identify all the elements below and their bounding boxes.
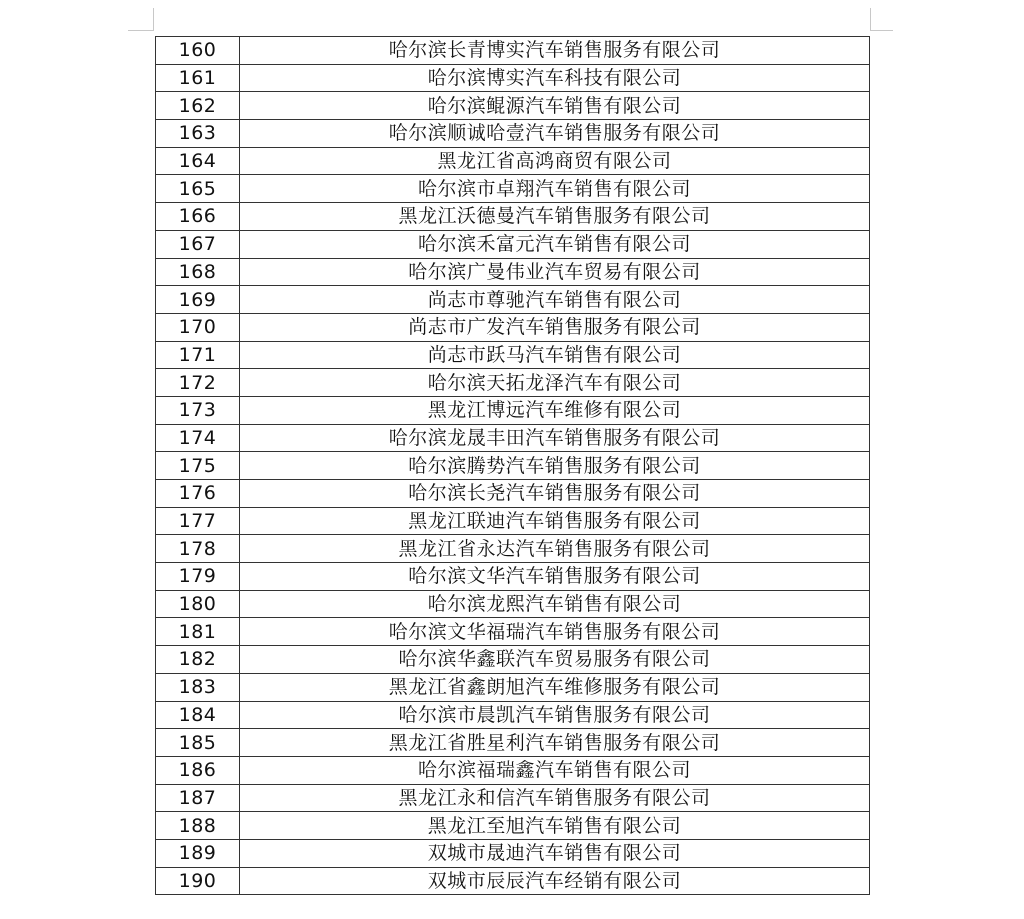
- table-body: [156, 37, 870, 895]
- company-name-cell: 黑龙江至旭汽车销售有限公司: [240, 812, 870, 840]
- row-number-cell: 181: [156, 618, 240, 646]
- company-name-cell: 哈尔滨禾富元汽车销售有限公司: [240, 230, 870, 258]
- row-number-cell: 174: [156, 424, 240, 452]
- table-row: [156, 480, 870, 508]
- table-row: [156, 812, 870, 840]
- row-number-cell: 179: [156, 563, 240, 591]
- row-number-cell: 182: [156, 646, 240, 674]
- row-number-cell: 173: [156, 396, 240, 424]
- company-name-cell: 尚志市尊驰汽车销售有限公司: [240, 286, 870, 314]
- table-row: [156, 230, 870, 258]
- company-name-cell: 黑龙江联迪汽车销售服务有限公司: [240, 507, 870, 535]
- row-number-cell: 167: [156, 230, 240, 258]
- row-number-cell: 163: [156, 120, 240, 148]
- table-row: [156, 784, 870, 812]
- company-name-cell: 双城市晟迪汽车销售有限公司: [240, 839, 870, 867]
- row-number-cell: 186: [156, 756, 240, 784]
- table-row: [156, 590, 870, 618]
- company-name-cell: 哈尔滨广曼伟业汽车贸易有限公司: [240, 258, 870, 286]
- table-row: [156, 535, 870, 563]
- table-row: [156, 507, 870, 535]
- table-row: [156, 729, 870, 757]
- company-list-table: [155, 36, 870, 895]
- row-number-cell: 187: [156, 784, 240, 812]
- company-name-cell: 黑龙江省鑫朗旭汽车维修服务有限公司: [240, 673, 870, 701]
- table-row: [156, 424, 870, 452]
- company-name-cell: 哈尔滨文华福瑞汽车销售服务有限公司: [240, 618, 870, 646]
- table-row: [156, 37, 870, 65]
- row-number-cell: 162: [156, 92, 240, 120]
- crop-mark-top-right: [870, 8, 893, 31]
- table-row: [156, 839, 870, 867]
- row-number-cell: 177: [156, 507, 240, 535]
- crop-mark-top-left: [128, 8, 154, 31]
- table-row: [156, 701, 870, 729]
- row-number-cell: 160: [156, 37, 240, 65]
- company-name-cell: 黑龙江省高鸿商贸有限公司: [240, 147, 870, 175]
- company-name-cell: 哈尔滨腾势汽车销售服务有限公司: [240, 452, 870, 480]
- table-row: [156, 396, 870, 424]
- row-number-cell: 171: [156, 341, 240, 369]
- row-number-cell: 169: [156, 286, 240, 314]
- table-row: [156, 563, 870, 591]
- row-number-cell: 175: [156, 452, 240, 480]
- company-name-cell: 哈尔滨顺诚哈壹汽车销售服务有限公司: [240, 120, 870, 148]
- company-name-cell: 哈尔滨福瑞鑫汽车销售有限公司: [240, 756, 870, 784]
- row-number-cell: 184: [156, 701, 240, 729]
- table-row: [156, 64, 870, 92]
- company-name-cell: 哈尔滨天拓龙泽汽车有限公司: [240, 369, 870, 397]
- company-name-cell: 哈尔滨文华汽车销售服务有限公司: [240, 563, 870, 591]
- company-name-cell: 哈尔滨长尧汽车销售服务有限公司: [240, 480, 870, 508]
- company-name-cell: 哈尔滨鲲源汽车销售有限公司: [240, 92, 870, 120]
- company-name-cell: 哈尔滨长青博实汽车销售服务有限公司: [240, 37, 870, 65]
- row-number-cell: 190: [156, 867, 240, 895]
- table-row: [156, 646, 870, 674]
- row-number-cell: 188: [156, 812, 240, 840]
- row-number-cell: 164: [156, 147, 240, 175]
- company-name-cell: 黑龙江省胜星利汽车销售服务有限公司: [240, 729, 870, 757]
- table-row: [156, 120, 870, 148]
- table-row: [156, 92, 870, 120]
- table-row: [156, 756, 870, 784]
- table-row: [156, 452, 870, 480]
- company-name-cell: 哈尔滨龙晟丰田汽车销售服务有限公司: [240, 424, 870, 452]
- table-row: [156, 867, 870, 895]
- company-name-cell: 哈尔滨博实汽车科技有限公司: [240, 64, 870, 92]
- table-row: [156, 673, 870, 701]
- table-row: [156, 175, 870, 203]
- table-row: [156, 286, 870, 314]
- row-number-cell: 161: [156, 64, 240, 92]
- table-row: [156, 618, 870, 646]
- table-row: [156, 258, 870, 286]
- row-number-cell: 180: [156, 590, 240, 618]
- row-number-cell: 172: [156, 369, 240, 397]
- company-name-cell: 黑龙江沃德曼汽车销售服务有限公司: [240, 203, 870, 231]
- company-name-cell: 黑龙江永和信汽车销售服务有限公司: [240, 784, 870, 812]
- table-row: [156, 313, 870, 341]
- row-number-cell: 189: [156, 839, 240, 867]
- row-number-cell: 165: [156, 175, 240, 203]
- row-number-cell: 168: [156, 258, 240, 286]
- company-name-cell: 哈尔滨市晨凯汽车销售服务有限公司: [240, 701, 870, 729]
- table-row: [156, 341, 870, 369]
- row-number-cell: 170: [156, 313, 240, 341]
- company-name-cell: 哈尔滨华鑫联汽车贸易服务有限公司: [240, 646, 870, 674]
- table-row: [156, 369, 870, 397]
- company-name-cell: 尚志市广发汽车销售服务有限公司: [240, 313, 870, 341]
- company-name-cell: 黑龙江博远汽车维修有限公司: [240, 396, 870, 424]
- row-number-cell: 183: [156, 673, 240, 701]
- row-number-cell: 178: [156, 535, 240, 563]
- company-name-cell: 尚志市跃马汽车销售有限公司: [240, 341, 870, 369]
- row-number-cell: 166: [156, 203, 240, 231]
- company-name-cell: 哈尔滨市卓翔汽车销售有限公司: [240, 175, 870, 203]
- row-number-cell: 185: [156, 729, 240, 757]
- company-name-cell: 双城市辰辰汽车经销有限公司: [240, 867, 870, 895]
- company-name-cell: 黑龙江省永达汽车销售服务有限公司: [240, 535, 870, 563]
- table-row: [156, 203, 870, 231]
- company-name-cell: 哈尔滨龙熙汽车销售有限公司: [240, 590, 870, 618]
- table-row: [156, 147, 870, 175]
- row-number-cell: 176: [156, 480, 240, 508]
